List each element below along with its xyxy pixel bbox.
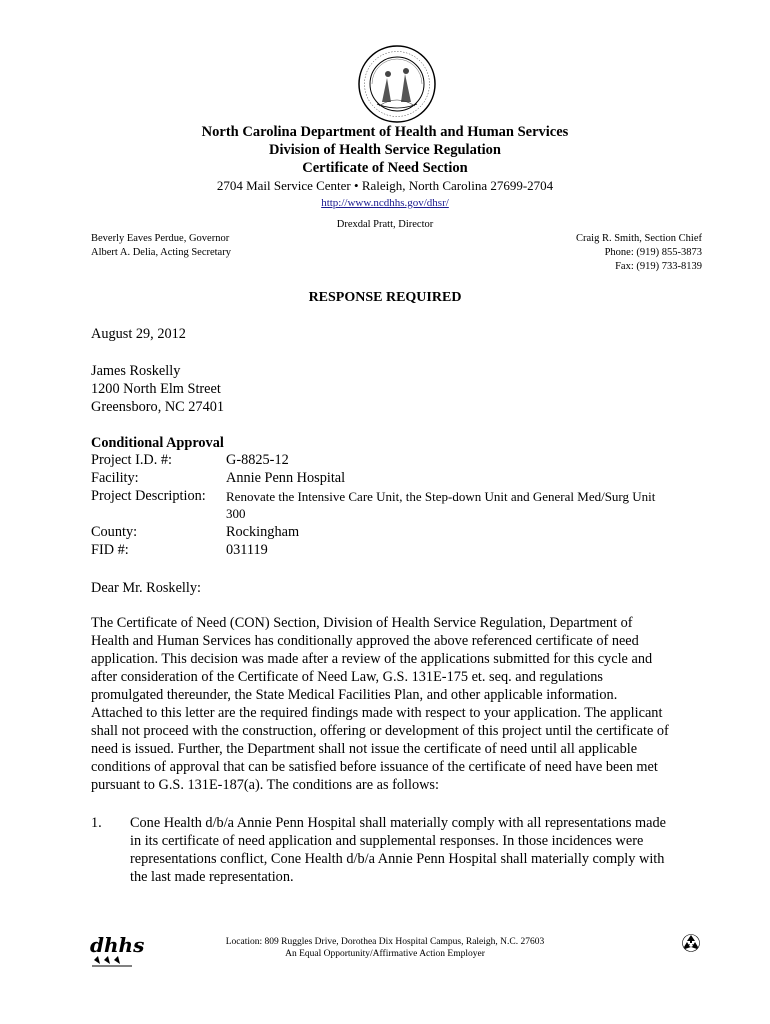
fid-label: FID #: (91, 542, 129, 558)
right-contacts (470, 232, 702, 274)
body-line: conditions of approval that can be satisfied before issuance of the certificate of need have been met (91, 759, 658, 775)
letter-date: August 29, 2012 (91, 326, 186, 342)
county-label: County: (91, 524, 138, 540)
fid-value: 031119 (226, 542, 268, 558)
body-line: Attached to this letter are the required findings made with respect to your application. The applicant (91, 705, 663, 721)
condition-line: representations conflict, Cone Health d/b/a Annie Penn Hospital shall materially comply with (130, 851, 665, 867)
recipient-city: Greensboro, NC 27401 (91, 399, 225, 415)
body-paragraph (91, 614, 706, 794)
response-required-heading: RESPONSE REQUIRED (308, 290, 462, 305)
url-line (0, 193, 770, 211)
fax-line: Fax: (919) 733-8139 (615, 261, 702, 272)
condition-line: the last made representation. (130, 869, 294, 885)
body-line: shall not proceed with the construction, offering or development of this project until the certificate of (91, 723, 669, 739)
body-line: The Certificate of Need (CON) Section, Division of Health Service Regulation, Department of (91, 615, 633, 631)
body-line: pursuant to G.S. 131E-187(a). The conditions are as follows: (91, 777, 439, 793)
state-seal-icon (357, 44, 437, 124)
body-line: after consideration of the Certificate of Need Law, G.S. 131E-175 et. seq. and regulations (91, 669, 603, 685)
salutation: Dear Mr. Roskelly: (91, 580, 201, 596)
recycle-icon (681, 933, 701, 953)
recipient-street: 1200 North Elm Street (91, 381, 221, 397)
facility-value: Annie Penn Hospital (226, 470, 346, 486)
governor-line: Beverly Eaves Perdue, Governor (91, 233, 230, 244)
condition-text (130, 814, 710, 886)
body-line: application. This decision was made after a review of the applications submitted for this cycle and (91, 651, 653, 667)
facility-label: Facility: (91, 470, 139, 486)
recipient-block (91, 362, 224, 416)
project-id-label: Project I.D. #: (91, 452, 172, 468)
footer-location: Location: 809 Ruggles Drive, Dorothea Dix Hospital Campus, Raleigh, N.C. 27603 (225, 937, 545, 947)
secretary-line: Albert A. Delia, Acting Secretary (91, 247, 231, 258)
project-description-value: Renovate the Intensive Care Unit, the Step-down Unit and General Med/Surg Unit (226, 489, 656, 504)
project-id-value: G-8825-12 (226, 452, 289, 468)
recipient-name: James Roskelly (91, 363, 181, 379)
phone-line: Phone: (919) 855-3873 (604, 247, 702, 258)
left-officials (91, 232, 231, 260)
condition-line: Cone Health d/b/a Annie Penn Hospital shall materially comply with all representations made (130, 815, 667, 831)
county-value: Rockingham (226, 524, 300, 540)
body-line: promulgated thereunder, the State Medical Facilities Plan, and other applicable information. (91, 687, 618, 703)
condition-number: 1. (91, 815, 102, 831)
body-line: need is issued. Further, the Department shall not issue the certificate of need until all applicable (91, 741, 638, 757)
body-line: Health and Human Services has conditionally approved the above referenced certificate of need (91, 633, 639, 649)
section-chief-line: Craig R. Smith, Section Chief (576, 233, 702, 244)
mailing-address: 2704 Mail Service Center • Raleigh, North Carolina 27699-2704 (216, 178, 554, 193)
footer-eeo: An Equal Opportunity/Affirmative Action Employer (285, 949, 485, 959)
project-description-value-cont: 300 (226, 506, 246, 521)
division-name: Division of Health Service Regulation (269, 142, 501, 158)
department-name: North Carolina Department of Health and Human Services (201, 124, 569, 140)
director-line: Drexdal Pratt, Director (336, 219, 434, 230)
dhhs-logo-text: dhhs (90, 933, 145, 957)
website-link[interactable]: http://www.ncdhhs.gov/dhsr/ (321, 197, 449, 209)
section-name: Certificate of Need Section (302, 160, 468, 176)
approval-title: Conditional Approval (91, 435, 224, 451)
project-description-label: Project Description: (91, 488, 206, 504)
condition-line: in its certificate of need application and supplemental responses. In those incidences were (130, 833, 644, 849)
